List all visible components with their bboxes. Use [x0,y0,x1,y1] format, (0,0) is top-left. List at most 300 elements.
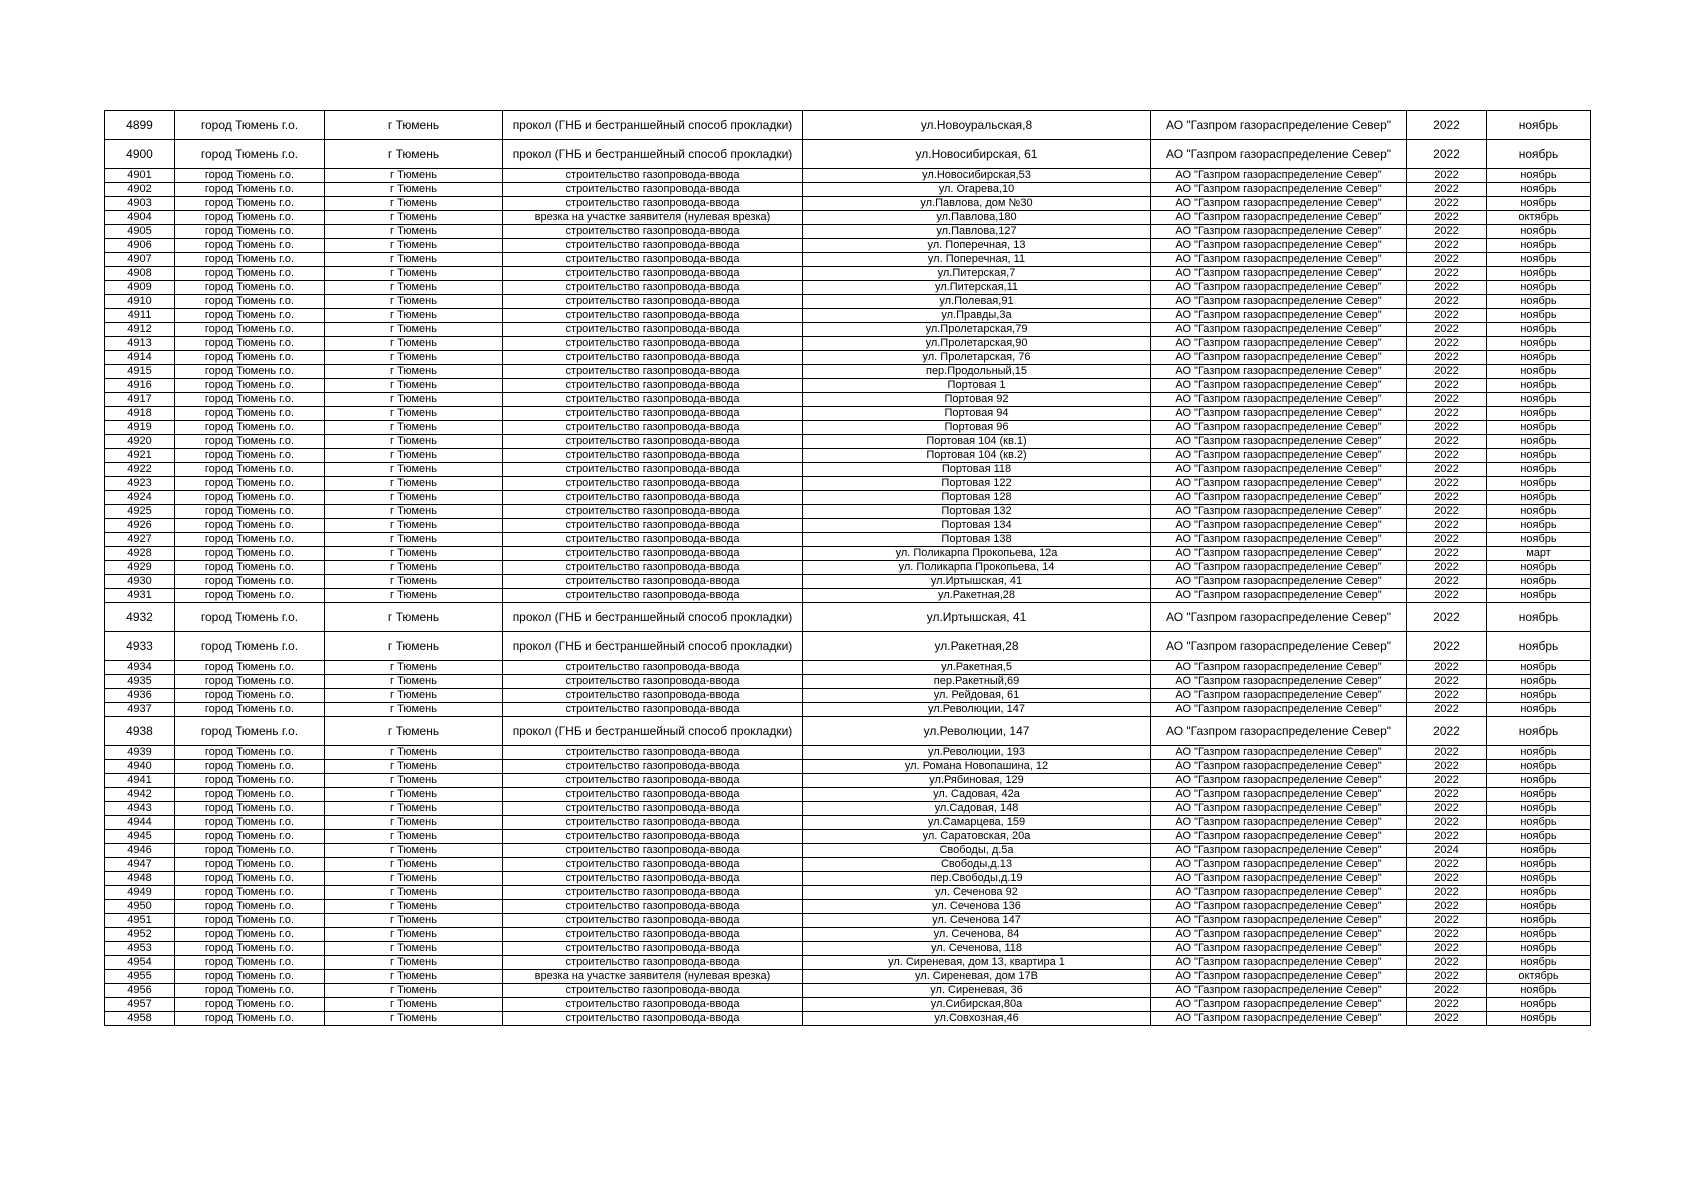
organization-cell: АО "Газпром газораспределение Север" [1151,928,1407,942]
year-cell: 2022 [1407,575,1487,589]
row-number-cell: 4924 [105,491,175,505]
year-cell: 2022 [1407,351,1487,365]
locality-cell: г Тюмень [325,463,503,477]
row-number-cell: 4903 [105,197,175,211]
table-row [105,900,1591,914]
work-type-cell: строительство газопровода-ввода [503,984,803,998]
month-cell: ноябрь [1487,309,1591,323]
address-cell: ул.Садовая, 148 [803,802,1151,816]
locality-cell: г Тюмень [325,802,503,816]
locality-cell: г Тюмень [325,788,503,802]
month-cell: ноябрь [1487,435,1591,449]
municipality-cell: город Тюмень г.о. [175,603,325,632]
row-number-cell: 4922 [105,463,175,477]
month-cell: март [1487,547,1591,561]
year-cell: 2022 [1407,872,1487,886]
municipality-cell: город Тюмень г.о. [175,970,325,984]
municipality-cell: город Тюмень г.о. [175,886,325,900]
locality-cell: г Тюмень [325,998,503,1012]
work-type-cell: строительство газопровода-ввода [503,928,803,942]
year-cell: 2022 [1407,886,1487,900]
table-row [105,774,1591,788]
table-row [105,816,1591,830]
month-cell: ноябрь [1487,393,1591,407]
year-cell: 2022 [1407,505,1487,519]
row-number-cell: 4950 [105,900,175,914]
address-cell: ул. Сеченова 92 [803,886,1151,900]
year-cell: 2022 [1407,365,1487,379]
locality-cell: г Тюмень [325,872,503,886]
year-cell: 2022 [1407,1012,1487,1026]
address-cell: ул. Пролетарская, 76 [803,351,1151,365]
address-cell: Портовая 96 [803,421,1151,435]
work-type-cell: строительство газопровода-ввода [503,774,803,788]
row-number-cell: 4954 [105,956,175,970]
municipality-cell: город Тюмень г.о. [175,323,325,337]
address-cell: ул. Сеченова 147 [803,914,1151,928]
table-row [105,225,1591,239]
municipality-cell: город Тюмень г.о. [175,267,325,281]
row-number-cell: 4917 [105,393,175,407]
locality-cell: г Тюмень [325,421,503,435]
row-number-cell: 4958 [105,1012,175,1026]
row-number-cell: 4948 [105,872,175,886]
organization-cell: АО "Газпром газораспределение Север" [1151,323,1407,337]
locality-cell: г Тюмень [325,661,503,675]
work-type-cell: строительство газопровода-ввода [503,295,803,309]
month-cell: ноябрь [1487,449,1591,463]
organization-cell: АО "Газпром газораспределение Север" [1151,872,1407,886]
address-cell: Портовая 92 [803,393,1151,407]
organization-cell: АО "Газпром газораспределение Север" [1151,533,1407,547]
municipality-cell: город Тюмень г.о. [175,295,325,309]
organization-cell: АО "Газпром газораспределение Север" [1151,239,1407,253]
table-row [105,239,1591,253]
municipality-cell: город Тюмень г.о. [175,547,325,561]
organization-cell: АО "Газпром газораспределение Север" [1151,830,1407,844]
row-number-cell: 4934 [105,661,175,675]
row-number-cell: 4919 [105,421,175,435]
month-cell: ноябрь [1487,746,1591,760]
municipality-cell: город Тюмень г.о. [175,351,325,365]
row-number-cell: 4906 [105,239,175,253]
month-cell: ноябрь [1487,323,1591,337]
municipality-cell: город Тюмень г.о. [175,533,325,547]
organization-cell: АО "Газпром газораспределение Север" [1151,309,1407,323]
municipality-cell: город Тюмень г.о. [175,858,325,872]
year-cell: 2022 [1407,942,1487,956]
address-cell: ул. Сиреневая, дом 17В [803,970,1151,984]
organization-cell: АО "Газпром газораспределение Север" [1151,746,1407,760]
work-type-cell: строительство газопровода-ввода [503,309,803,323]
organization-cell: АО "Газпром газораспределение Север" [1151,365,1407,379]
table-body [105,111,1591,1026]
address-cell: ул.Иртышская, 41 [803,603,1151,632]
address-cell: Свободы, д.5а [803,844,1151,858]
month-cell: ноябрь [1487,169,1591,183]
municipality-cell: город Тюмень г.о. [175,689,325,703]
year-cell: 2022 [1407,323,1487,337]
work-type-cell: строительство газопровода-ввода [503,183,803,197]
municipality-cell: город Тюмень г.о. [175,421,325,435]
year-cell: 2024 [1407,844,1487,858]
locality-cell: г Тюмень [325,491,503,505]
row-number-cell: 4937 [105,703,175,717]
month-cell: ноябрь [1487,197,1591,211]
organization-cell: АО "Газпром газораспределение Север" [1151,816,1407,830]
row-number-cell: 4927 [105,533,175,547]
table-row [105,519,1591,533]
month-cell: ноябрь [1487,267,1591,281]
address-cell: ул. Сеченова, 84 [803,928,1151,942]
row-number-cell: 4953 [105,942,175,956]
address-cell: ул.Самарцева, 159 [803,816,1151,830]
table-row [105,788,1591,802]
municipality-cell: город Тюмень г.о. [175,998,325,1012]
year-cell: 2022 [1407,281,1487,295]
row-number-cell: 4933 [105,632,175,661]
organization-cell: АО "Газпром газораспределение Север" [1151,802,1407,816]
work-type-cell: строительство газопровода-ввода [503,351,803,365]
organization-cell: АО "Газпром газораспределение Север" [1151,211,1407,225]
work-type-cell: строительство газопровода-ввода [503,533,803,547]
locality-cell: г Тюмень [325,914,503,928]
municipality-cell: город Тюмень г.о. [175,140,325,169]
table-row [105,253,1591,267]
locality-cell: г Тюмень [325,942,503,956]
municipality-cell: город Тюмень г.о. [175,239,325,253]
municipality-cell: город Тюмень г.о. [175,830,325,844]
month-cell: ноябрь [1487,632,1591,661]
year-cell: 2022 [1407,717,1487,746]
address-cell: Портовая 94 [803,407,1151,421]
organization-cell: АО "Газпром газораспределение Север" [1151,225,1407,239]
municipality-cell: город Тюмень г.о. [175,309,325,323]
table-row [105,970,1591,984]
year-cell: 2022 [1407,140,1487,169]
row-number-cell: 4901 [105,169,175,183]
work-type-cell: строительство газопровода-ввода [503,872,803,886]
row-number-cell: 4928 [105,547,175,561]
municipality-cell: город Тюмень г.о. [175,505,325,519]
work-type-cell: строительство газопровода-ввода [503,225,803,239]
row-number-cell: 4931 [105,589,175,603]
municipality-cell: город Тюмень г.о. [175,717,325,746]
year-cell: 2022 [1407,746,1487,760]
month-cell: ноябрь [1487,365,1591,379]
table-row [105,603,1591,632]
locality-cell: г Тюмень [325,295,503,309]
row-number-cell: 4923 [105,477,175,491]
locality-cell: г Тюмень [325,589,503,603]
row-number-cell: 4907 [105,253,175,267]
work-type-cell: строительство газопровода-ввода [503,816,803,830]
table-row [105,661,1591,675]
organization-cell: АО "Газпром газораспределение Север" [1151,956,1407,970]
locality-cell: г Тюмень [325,689,503,703]
table-row [105,717,1591,746]
table-row [105,547,1591,561]
work-type-cell: строительство газопровода-ввода [503,1012,803,1026]
table-row [105,689,1591,703]
row-number-cell: 4955 [105,970,175,984]
row-number-cell: 4905 [105,225,175,239]
year-cell: 2022 [1407,393,1487,407]
year-cell: 2022 [1407,998,1487,1012]
row-number-cell: 4915 [105,365,175,379]
year-cell: 2022 [1407,984,1487,998]
year-cell: 2022 [1407,379,1487,393]
month-cell: ноябрь [1487,816,1591,830]
work-type-cell: строительство газопровода-ввода [503,900,803,914]
work-type-cell: строительство газопровода-ввода [503,169,803,183]
work-type-cell: строительство газопровода-ввода [503,491,803,505]
work-type-cell: врезка на участке заявителя (нулевая врезка) [503,970,803,984]
month-cell: ноябрь [1487,886,1591,900]
month-cell: ноябрь [1487,281,1591,295]
municipality-cell: город Тюмень г.о. [175,802,325,816]
municipality-cell: город Тюмень г.о. [175,365,325,379]
year-cell: 2022 [1407,774,1487,788]
locality-cell: г Тюмень [325,675,503,689]
month-cell: ноябрь [1487,900,1591,914]
locality-cell: г Тюмень [325,703,503,717]
table-row [105,984,1591,998]
address-cell: ул.Ракетная,28 [803,589,1151,603]
row-number-cell: 4949 [105,886,175,900]
month-cell: ноябрь [1487,760,1591,774]
organization-cell: АО "Газпром газораспределение Север" [1151,632,1407,661]
month-cell: ноябрь [1487,239,1591,253]
address-cell: ул.Павлова,180 [803,211,1151,225]
address-cell: пер.Ракетный,69 [803,675,1151,689]
locality-cell: г Тюмень [325,533,503,547]
work-type-cell: строительство газопровода-ввода [503,463,803,477]
month-cell: ноябрь [1487,407,1591,421]
organization-cell: АО "Газпром газораспределение Север" [1151,858,1407,872]
table-row [105,309,1591,323]
work-type-cell: строительство газопровода-ввода [503,519,803,533]
work-type-cell: строительство газопровода-ввода [503,239,803,253]
organization-cell: АО "Газпром газораспределение Север" [1151,844,1407,858]
address-cell: ул.Новоуральская,8 [803,111,1151,140]
municipality-cell: город Тюмень г.о. [175,561,325,575]
locality-cell: г Тюмень [325,970,503,984]
row-number-cell: 4932 [105,603,175,632]
year-cell: 2022 [1407,603,1487,632]
year-cell: 2022 [1407,225,1487,239]
row-number-cell: 4926 [105,519,175,533]
year-cell: 2022 [1407,449,1487,463]
locality-cell: г Тюмень [325,253,503,267]
month-cell: ноябрь [1487,575,1591,589]
month-cell: ноябрь [1487,603,1591,632]
locality-cell: г Тюмень [325,547,503,561]
organization-cell: АО "Газпром газораспределение Север" [1151,267,1407,281]
table-row [105,830,1591,844]
organization-cell: АО "Газпром газораспределение Север" [1151,140,1407,169]
address-cell: Портовая 132 [803,505,1151,519]
work-type-cell: прокол (ГНБ и бестраншейный способ прокладки) [503,717,803,746]
locality-cell: г Тюмень [325,956,503,970]
municipality-cell: город Тюмень г.о. [175,197,325,211]
table-row [105,463,1591,477]
organization-cell: АО "Газпром газораспределение Север" [1151,589,1407,603]
work-type-cell: строительство газопровода-ввода [503,267,803,281]
address-cell: ул.Революции, 147 [803,717,1151,746]
work-type-cell: строительство газопровода-ввода [503,830,803,844]
year-cell: 2022 [1407,914,1487,928]
organization-cell: АО "Газпром газораспределение Север" [1151,253,1407,267]
work-type-cell: строительство газопровода-ввода [503,505,803,519]
address-cell: Портовая 122 [803,477,1151,491]
locality-cell: г Тюмень [325,575,503,589]
table-row [105,111,1591,140]
address-cell: ул. Поперечная, 13 [803,239,1151,253]
organization-cell: АО "Газпром газораспределение Север" [1151,760,1407,774]
table-row [105,505,1591,519]
month-cell: ноябрь [1487,111,1591,140]
municipality-cell: город Тюмень г.о. [175,407,325,421]
locality-cell: г Тюмень [325,407,503,421]
table-row [105,1012,1591,1026]
table-row [105,295,1591,309]
municipality-cell: город Тюмень г.о. [175,575,325,589]
address-cell: пер.Продольный,15 [803,365,1151,379]
year-cell: 2022 [1407,239,1487,253]
month-cell: ноябрь [1487,519,1591,533]
municipality-cell: город Тюмень г.о. [175,435,325,449]
month-cell: ноябрь [1487,998,1591,1012]
row-number-cell: 4940 [105,760,175,774]
locality-cell: г Тюмень [325,632,503,661]
municipality-cell: город Тюмень г.о. [175,337,325,351]
organization-cell: АО "Газпром газораспределение Север" [1151,449,1407,463]
row-number-cell: 4920 [105,435,175,449]
locality-cell: г Тюмень [325,984,503,998]
organization-cell: АО "Газпром газораспределение Север" [1151,774,1407,788]
locality-cell: г Тюмень [325,561,503,575]
address-cell: ул.Пролетарская,79 [803,323,1151,337]
year-cell: 2022 [1407,183,1487,197]
address-cell: ул. Огарева,10 [803,183,1151,197]
work-type-cell: строительство газопровода-ввода [503,253,803,267]
month-cell: ноябрь [1487,589,1591,603]
work-type-cell: прокол (ГНБ и бестраншейный способ прокладки) [503,140,803,169]
municipality-cell: город Тюмень г.о. [175,984,325,998]
row-number-cell: 4952 [105,928,175,942]
address-cell: Свободы,д.13 [803,858,1151,872]
row-number-cell: 4944 [105,816,175,830]
work-type-cell: строительство газопровода-ввода [503,589,803,603]
work-type-cell: строительство газопровода-ввода [503,337,803,351]
row-number-cell: 4902 [105,183,175,197]
municipality-cell: город Тюмень г.о. [175,661,325,675]
row-number-cell: 4929 [105,561,175,575]
municipality-cell: город Тюмень г.о. [175,379,325,393]
year-cell: 2022 [1407,463,1487,477]
municipality-cell: город Тюмень г.о. [175,746,325,760]
month-cell: ноябрь [1487,844,1591,858]
address-cell: ул. Романа Новопашина, 12 [803,760,1151,774]
address-cell: ул. Сеченова 136 [803,900,1151,914]
address-cell: ул. Садовая, 42а [803,788,1151,802]
row-number-cell: 4938 [105,717,175,746]
organization-cell: АО "Газпром газораспределение Север" [1151,519,1407,533]
table-row [105,703,1591,717]
work-type-cell: прокол (ГНБ и бестраншейный способ прокладки) [503,632,803,661]
table-row [105,858,1591,872]
address-cell: Портовая 118 [803,463,1151,477]
table-row [105,956,1591,970]
row-number-cell: 4916 [105,379,175,393]
work-type-cell: строительство газопровода-ввода [503,788,803,802]
address-cell: ул. Саратовская, 20а [803,830,1151,844]
table-row [105,421,1591,435]
locality-cell: г Тюмень [325,886,503,900]
year-cell: 2022 [1407,197,1487,211]
work-type-cell: строительство газопровода-ввода [503,844,803,858]
organization-cell: АО "Газпром газораспределение Север" [1151,505,1407,519]
year-cell: 2022 [1407,547,1487,561]
year-cell: 2022 [1407,802,1487,816]
month-cell: ноябрь [1487,788,1591,802]
address-cell: ул.Ракетная,5 [803,661,1151,675]
address-cell: Портовая 138 [803,533,1151,547]
municipality-cell: город Тюмень г.о. [175,449,325,463]
organization-cell: АО "Газпром газораспределение Север" [1151,379,1407,393]
month-cell: ноябрь [1487,477,1591,491]
address-cell: ул.Новосибирская,53 [803,169,1151,183]
address-cell: ул.Новосибирская, 61 [803,140,1151,169]
row-number-cell: 4900 [105,140,175,169]
address-cell: ул.Сибирская,80а [803,998,1151,1012]
locality-cell: г Тюмень [325,844,503,858]
work-type-cell: строительство газопровода-ввода [503,942,803,956]
year-cell: 2022 [1407,435,1487,449]
table-row [105,533,1591,547]
locality-cell: г Тюмень [325,746,503,760]
month-cell: ноябрь [1487,463,1591,477]
locality-cell: г Тюмень [325,816,503,830]
year-cell: 2022 [1407,858,1487,872]
work-type-cell: строительство газопровода-ввода [503,379,803,393]
table-row [105,998,1591,1012]
month-cell: ноябрь [1487,774,1591,788]
year-cell: 2022 [1407,477,1487,491]
locality-cell: г Тюмень [325,351,503,365]
organization-cell: АО "Газпром газораспределение Север" [1151,561,1407,575]
work-type-cell: врезка на участке заявителя (нулевая врезка) [503,211,803,225]
organization-cell: АО "Газпром газораспределение Север" [1151,197,1407,211]
locality-cell: г Тюмень [325,393,503,407]
year-cell: 2022 [1407,337,1487,351]
organization-cell: АО "Газпром газораспределение Север" [1151,421,1407,435]
locality-cell: г Тюмень [325,281,503,295]
municipality-cell: город Тюмень г.о. [175,632,325,661]
municipality-cell: город Тюмень г.о. [175,956,325,970]
row-number-cell: 4904 [105,211,175,225]
table-row [105,632,1591,661]
locality-cell: г Тюмень [325,928,503,942]
work-type-cell: строительство газопровода-ввода [503,746,803,760]
month-cell: ноябрь [1487,337,1591,351]
month-cell: ноябрь [1487,928,1591,942]
municipality-cell: город Тюмень г.о. [175,942,325,956]
work-type-cell: строительство газопровода-ввода [503,802,803,816]
year-cell: 2022 [1407,267,1487,281]
municipality-cell: город Тюмень г.о. [175,816,325,830]
